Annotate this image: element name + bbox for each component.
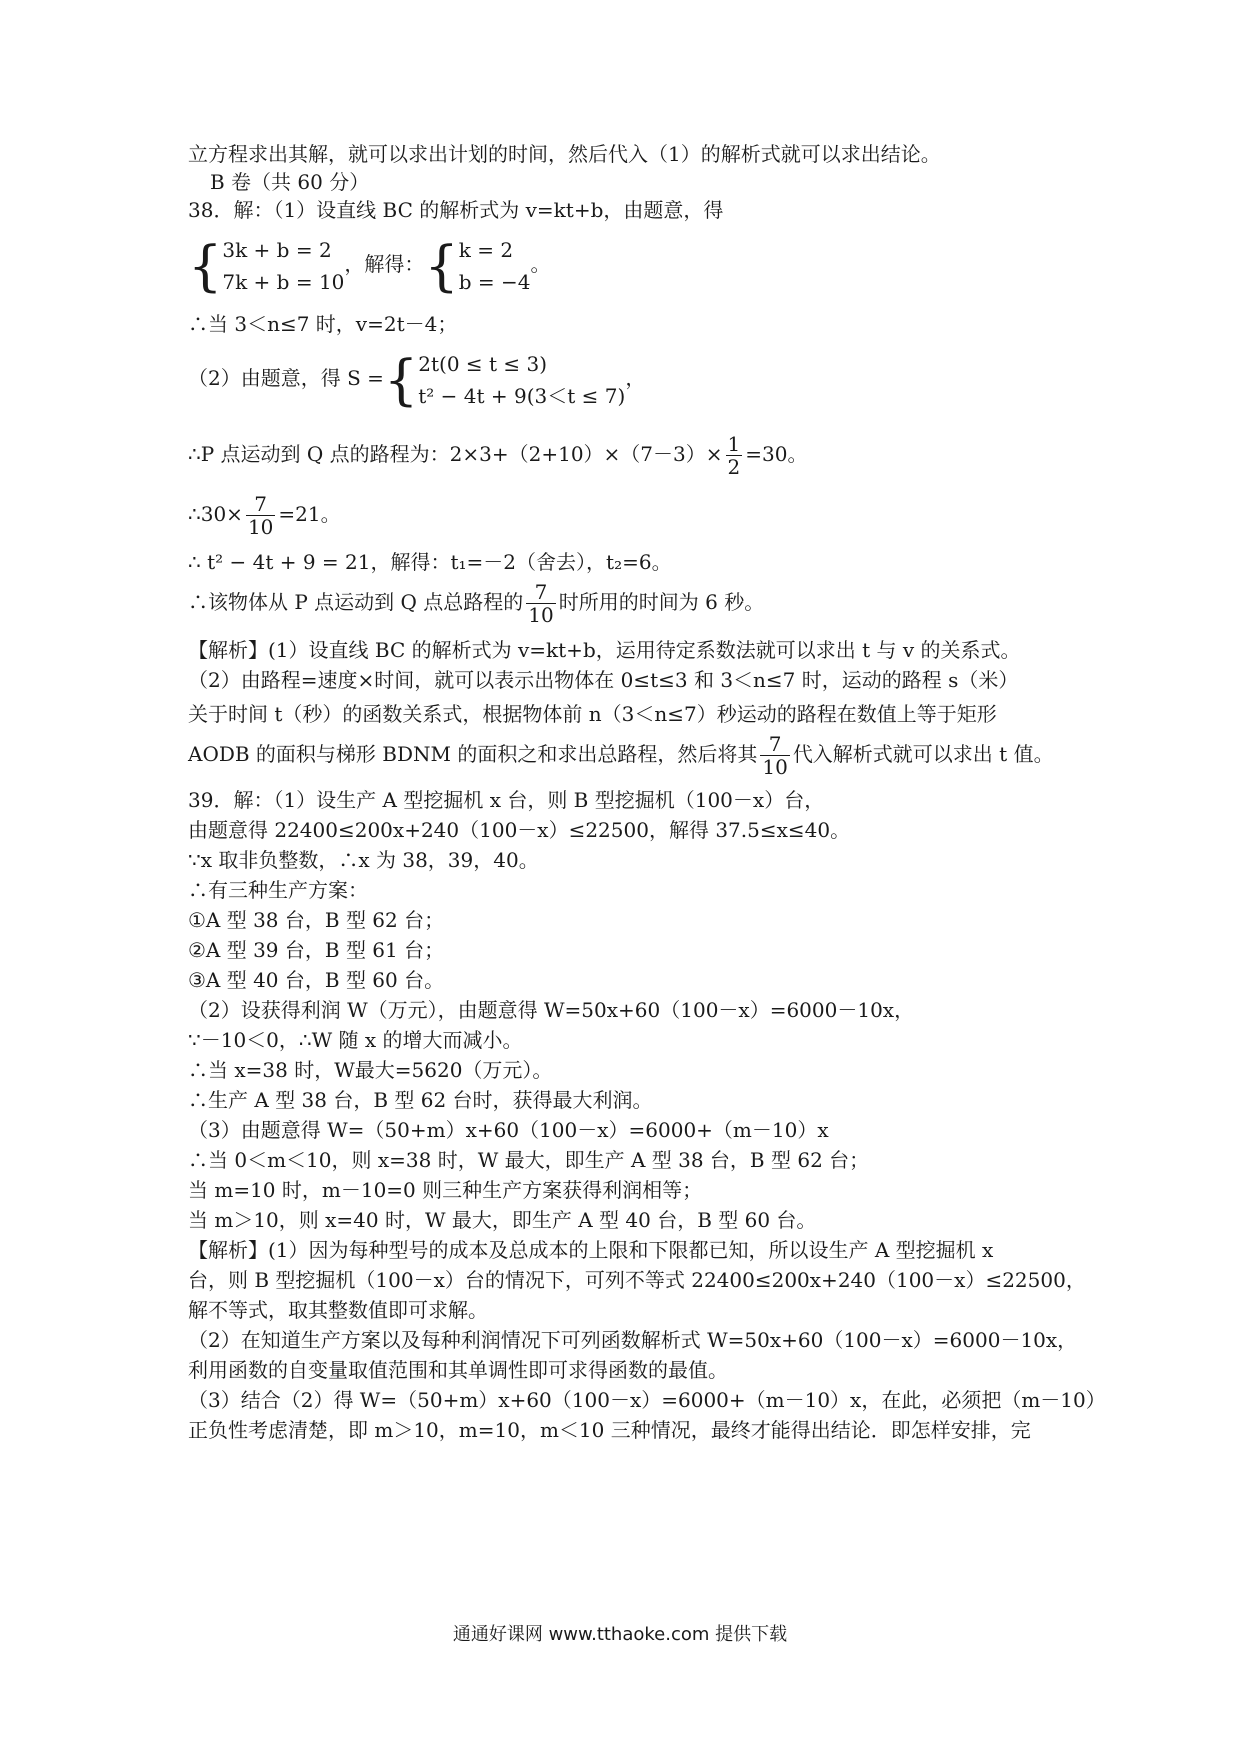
fraction-denominator: 10	[247, 515, 274, 539]
text-fragment: 代入解析式就可以求出 t 值。	[792, 742, 1054, 766]
text-line: （3）由题意得 W=（50+m）x+60（100－x）=6000+（m－10）x	[188, 1118, 829, 1142]
fraction-numerator: 7	[526, 581, 555, 604]
fraction-numerator: 7	[760, 733, 789, 756]
fraction	[526, 581, 555, 626]
equation-row: b = −4	[458, 270, 531, 295]
equation-row: 2t(0 ≤ t ≤ 3)	[418, 352, 548, 377]
analysis-line: （2）在知道生产方案以及每种利润情况下可列函数解析式 W=50x+60（100－x）=6000－10x，	[188, 1328, 1078, 1352]
equation-system-line	[188, 232, 1090, 298]
text-line: （2）设获得利润 W（万元），由题意得 W=50x+60（100－x）=6000－10x，	[188, 998, 915, 1022]
equation-row: k = 2	[458, 238, 514, 263]
text-line: ∵－10＜0，∴W 随 x 的增大而减小。	[188, 1028, 523, 1052]
text-fragment: =30。	[745, 442, 808, 466]
text-fragment: （2）由题意，得 S =	[188, 366, 384, 390]
page-footer: 通通好课网 www.tthaoke.com 提供下载	[452, 1624, 788, 1645]
piecewise-function: { 2t(0 ≤ t ≤ 3) t² − 4t + 9(3＜t ≤ 7)	[383, 348, 626, 412]
text-line: 立方程求出其解，就可以求出计划的时间，然后代入（1）的解析式就可以求出结论。	[188, 142, 941, 166]
text-line: 当 m=10 时，m－10=0 则三种生产方案获得利润相等；	[188, 1178, 703, 1202]
equation-system: { 3k + b = 2 7k + b = 10	[188, 234, 345, 298]
text-line: ∴当 x=38 时，W最大=5620（万元）。	[188, 1058, 553, 1082]
text-line: 当 m＞10，则 x=40 时，W 最大，即生产 A 型 40 台，B 型 60 台。	[188, 1208, 817, 1232]
text-line: ∴当 0＜m＜10，则 x=38 时，W 最大，即生产 A 型 38 台，B 型 62 台；	[188, 1148, 870, 1172]
text-fragment: ∴该物体从 P 点运动到 Q 点总路程的	[188, 590, 524, 614]
text-line: ∴ t² − 4t + 9 = 21，解得：t₁=－2（舍去），t₂=6。	[188, 550, 672, 574]
text-line: 由题意得 22400≤200x+240（100－x）≤22500，解得 37.5≤x≤40。	[188, 818, 851, 842]
analysis-line	[188, 730, 1090, 778]
text-line	[188, 490, 1090, 538]
fraction-numerator: 7	[246, 493, 275, 516]
analysis-line: 【解析】(1）因为每种型号的成本及总成本的上限和下限都已知，所以设生产 A 型挖掘机 x	[188, 1238, 994, 1262]
text-fragment: AODB 的面积与梯形 BDNM 的面积之和求出总路程，然后将其	[188, 742, 758, 766]
analysis-line: 解不等式，取其整数值即可求解。	[188, 1298, 488, 1322]
analysis-line: 正负性考虑清楚，即 m＞10，m=10，m＜10 三种情况，最终才能得出结论．即怎样安排，完	[188, 1418, 1031, 1442]
text-line: ∴生产 A 型 38 台，B 型 62 台时，获得最大利润。	[188, 1088, 653, 1112]
text-fragment: ∴P 点运动到 Q 点的路程为：2×3+（2+10）×（7－3）×	[188, 442, 723, 466]
text-line: 39．解：（1）设生产 A 型挖掘机 x 台，则 B 型挖掘机（100－x）台，	[188, 788, 825, 812]
analysis-line: 【解析】(1）设直线 BC 的解析式为 v=kt+b，运用待定系数法就可以求出 t 与 v 的关系式。	[188, 638, 1021, 662]
fraction	[760, 733, 789, 778]
equation-row: t² − 4t + 9(3＜t ≤ 7)	[418, 384, 626, 409]
text-line: ∵x 取非负整数，∴x 为 38，39，40。	[188, 848, 539, 872]
fraction-denominator: 10	[762, 755, 788, 779]
text-fragment: ，	[625, 366, 646, 390]
text-line	[188, 578, 1090, 626]
fraction-denominator: 10	[528, 603, 554, 627]
text-line: ∴有三种生产方案：	[188, 878, 368, 902]
text-line: ∴当 3＜n≤7 时，v=2t－4；	[188, 312, 458, 336]
equation-row: 3k + b = 2	[222, 238, 332, 263]
text-fragment: ，解得：	[344, 252, 425, 276]
analysis-line: 利用函数的自变量取值范围和其单调性即可求得函数的最值。	[188, 1358, 728, 1382]
text-line: ②A 型 39 台，B 型 61 台；	[188, 938, 445, 962]
section-heading: B 卷（共 60 分）	[210, 170, 370, 194]
text-fragment: =21。	[278, 502, 341, 526]
analysis-line: （2）由路程=速度×时间，就可以表示出物体在 0≤t≤3 和 3＜n≤7 时，运动的路程 s（米）	[188, 668, 1019, 692]
text-line	[188, 430, 1090, 478]
analysis-line: （3）结合（2）得 W=（50+m）x+60（100－x）=6000+（m－10）x，在此，必须把（m－10）	[188, 1388, 1106, 1412]
fraction	[246, 493, 275, 538]
text-fragment: 时所用的时间为 6 秒。	[558, 590, 765, 614]
analysis-line: 关于时间 t（秒）的函数关系式，根据物体前 n（3＜n≤7）秒运动的路程在数值上等于矩形	[188, 702, 997, 726]
text-fragment: 。	[530, 252, 551, 276]
fraction-denominator: 2	[727, 455, 741, 479]
text-line: ③A 型 40 台，B 型 60 台。	[188, 968, 445, 992]
fraction-numerator: 1	[727, 432, 741, 456]
equation-system: { k = 2 b = −4	[424, 234, 531, 298]
text-fragment: ∴30×	[188, 502, 243, 526]
fraction	[726, 433, 743, 478]
text-line: 38．解：（1）设直线 BC 的解析式为 v=kt+b，由题意，得	[188, 198, 724, 222]
text-line: ①A 型 38 台，B 型 62 台；	[188, 908, 445, 932]
piecewise-line	[188, 346, 1090, 412]
analysis-line: 台，则 B 型挖掘机（100－x）台的情况下，可列不等式 22400≤200x+240（100－x）≤22500，	[188, 1268, 1086, 1292]
equation-row: 7k + b = 10	[222, 270, 345, 295]
